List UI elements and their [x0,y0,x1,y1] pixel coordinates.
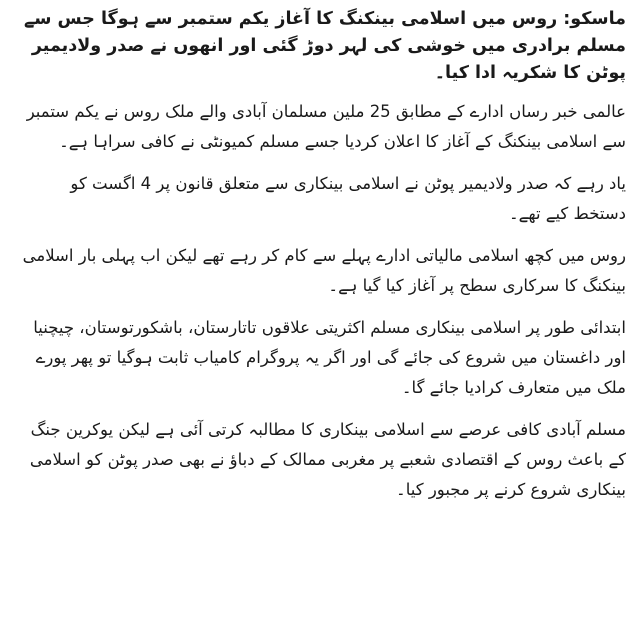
article-paragraph: مسلم آبادی کافی عرصے سے اسلامی بینکاری کا مطالبہ کرتی آئی ہے لیکن یوکرین جنگ کے باعث روس کے اقتصادی شعبے پر مغربی ممالک کے دباؤ نے بھی صدر پوٹن کو اسلامی بینکاری شروع کرنے پر مجبور کیا۔ [29,420,626,499]
article-headline: ماسکو: روس میں اسلامی بینکنگ کا آغاز یکم ستمبر سے ہوگا جس سے مسلم برادری میں خوشی کی لہر دوڑ گئی اور انھوں نے صدر ولادیمیر پوٹن کا شکریہ ادا کیا۔ [23,9,626,83]
article-paragraph: روس میں کچھ اسلامی مالیاتی ادارے پہلے سے کام کر رہے تھے لیکن اب پہلی بار اسلامی بینکنگ کا سرکاری سطح پر آغاز کیا گیا ہے۔ [22,246,626,295]
article-paragraph: یاد رہے کہ صدر ولادیمیر پوٹن نے اسلامی بینکاری سے متعلق قانون پر 4 اگست کو دستخط کیے تھے۔ [70,174,626,223]
article-paragraph: ابتدائی طور پر اسلامی بینکاری مسلم اکثریتی علاقوں تاتارستان، باشکورتوستان، چیچنیا اور داغستان میں شروع کی جائے گی اور اگر یہ پروگرام کامیاب ثابت ہوگیا تو پھر پورے ملک میں متعارف کرادیا جائے گا۔ [33,318,626,397]
article-paragraph: عالمی خبر رساں ادارے کے مطابق 25 ملین مسلمان آبادی والے ملک روس نے یکم ستمبر سے اسلامی بینکنگ کے آغاز کا اعلان کردیا جسے مسلم کمیونٹی نے کافی سراہا ہے۔ [26,102,626,151]
